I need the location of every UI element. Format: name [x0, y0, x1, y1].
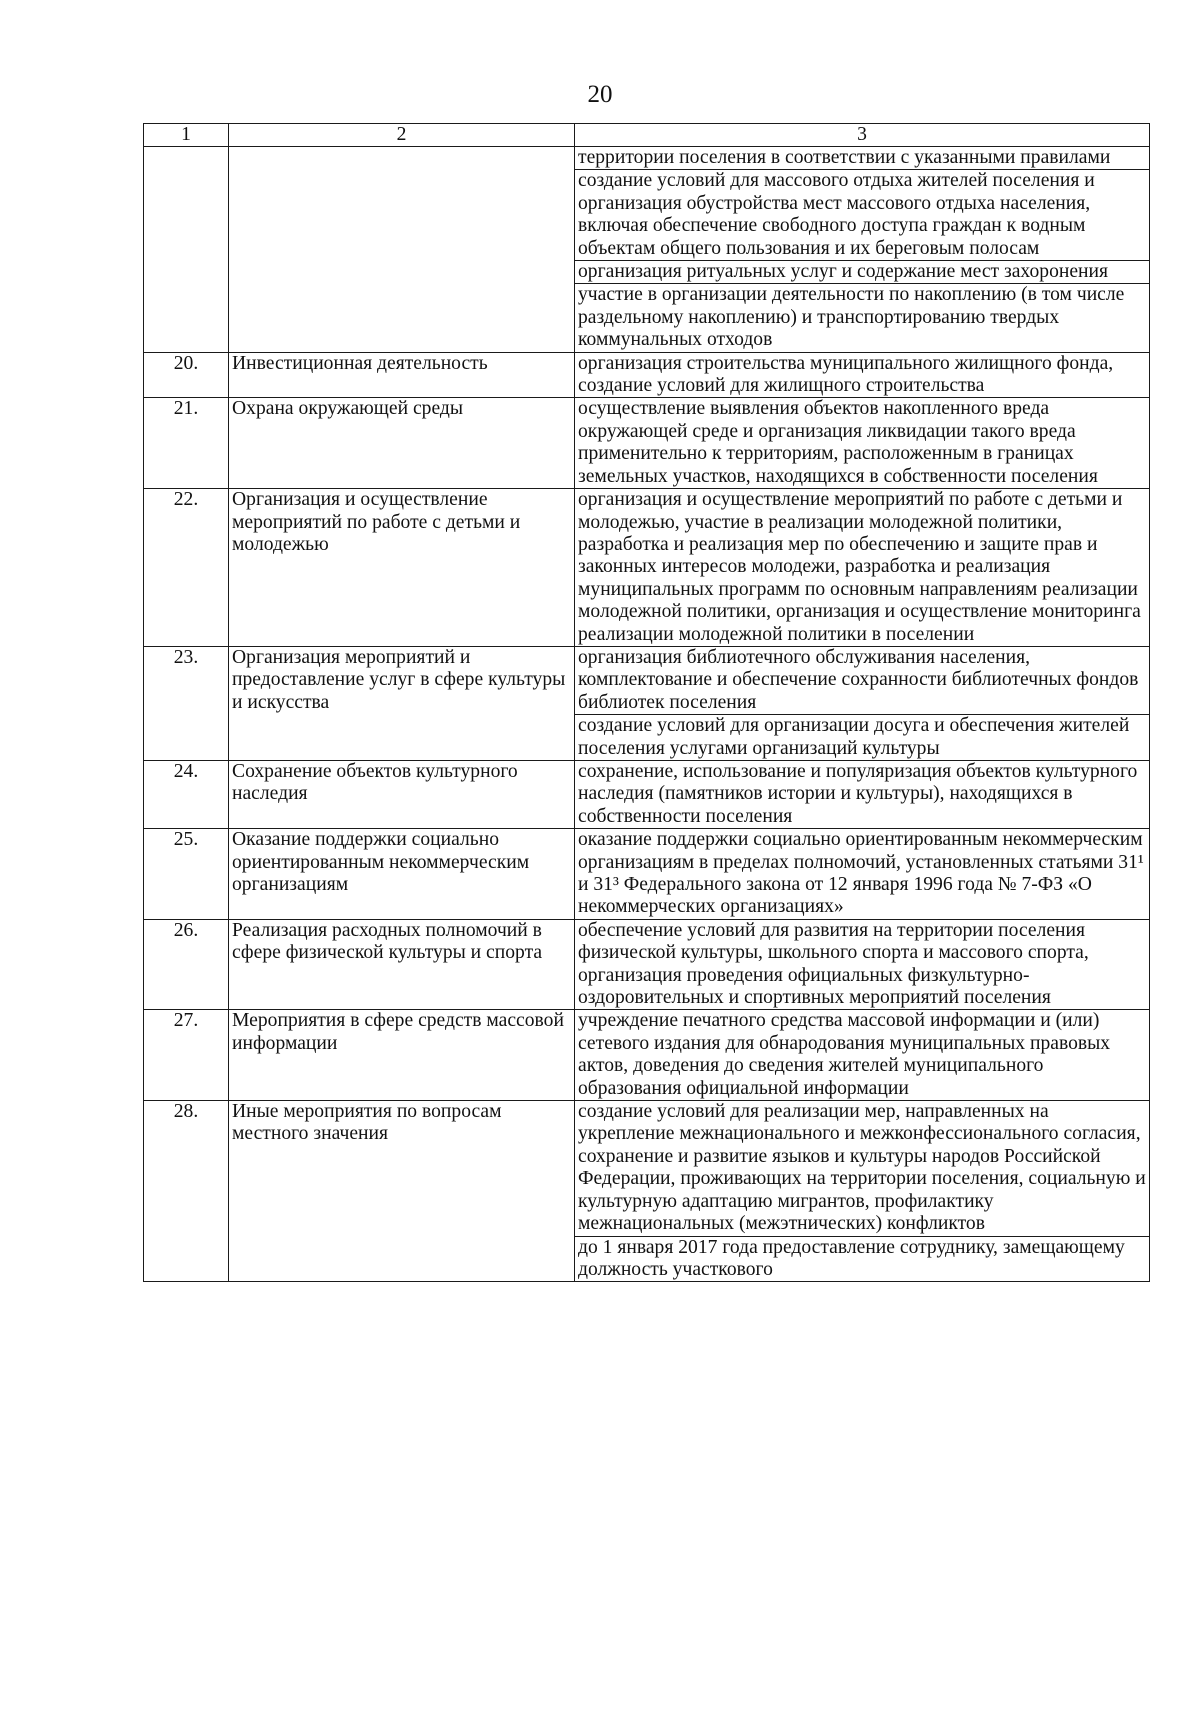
page-number: 20 — [587, 81, 613, 108]
topic-cell — [229, 261, 575, 284]
row-number-cell: 20. — [144, 352, 229, 398]
description-cell: учреждение печатного средства массовой информации и (или) сетевого издания для обнародования муниципальных правовых актов, доведения до сведения жителей муниципального образования официальной информации — [575, 1010, 1150, 1101]
table-row — [144, 398, 1150, 489]
powers-table — [143, 123, 1150, 1282]
table-row — [144, 1101, 1150, 1236]
description-cell: сохранение, использование и популяризация объектов культурного наследия (памятников истории и культуры), находящихся в собственности поселения — [575, 760, 1150, 828]
table-row — [144, 829, 1150, 920]
description-cell: территории поселения в соответствии с указанными правилами — [575, 147, 1150, 170]
topic-cell: Мероприятия в сфере средств массовой информации — [229, 1010, 575, 1101]
table-row — [144, 489, 1150, 647]
table-row — [144, 284, 1150, 352]
description-cell: организация ритуальных услуг и содержание мест захоронения — [575, 261, 1150, 284]
table-row — [144, 760, 1150, 828]
table-row — [144, 170, 1150, 261]
description-cell: оказание поддержки социально ориентированным некоммерческим организациям в пределах полномочий, установленных статьями 31¹ и 31³ Федерального закона от 12 января 1996 года № 7-ФЗ «О некоммерческих организациях» — [575, 829, 1150, 920]
description-cell: организация строительства муниципального жилищного фонда, создание условий для жилищного строительства — [575, 352, 1150, 398]
topic-cell: Инвестиционная деятельность — [229, 352, 575, 398]
table-row — [144, 147, 1150, 170]
topic-cell: Реализация расходных полномочий в сфере физической культуры и спорта — [229, 919, 575, 1010]
row-number-cell: 21. — [144, 398, 229, 489]
topic-cell — [229, 147, 575, 170]
row-number-cell — [144, 1236, 229, 1282]
table-row — [144, 646, 1150, 714]
row-number-cell: 24. — [144, 760, 229, 828]
row-number-cell: 25. — [144, 829, 229, 920]
table-row — [144, 352, 1150, 398]
description-cell: организация и осуществление мероприятий по работе с детьми и молодежью, участие в реализации молодежной политики, разработка и реализация мер по обеспечению и защите прав и законных интересов молодежи, разработка и реализация муниципальных программ по основным направлениям реализации молодежной политики, организация и осуществление мониторинга реализации молодежной политики в поселении — [575, 489, 1150, 647]
table-row — [144, 715, 1150, 761]
table-row — [144, 1236, 1150, 1282]
row-number-cell: 22. — [144, 489, 229, 647]
table-row — [144, 1010, 1150, 1101]
description-cell: обеспечение условий для развития на территории поселения физической культуры, школьного спорта и массового спорта, организация проведения официальных физкультурно-оздоровительных и спортивных мероприятий поселения — [575, 919, 1150, 1010]
table-header-row — [144, 124, 1150, 147]
row-number-cell — [144, 170, 229, 261]
row-number-cell: 27. — [144, 1010, 229, 1101]
topic-cell: Организация мероприятий и предоставление услуг в сфере культуры и искусства — [229, 646, 575, 714]
topic-cell — [229, 284, 575, 352]
topic-cell: Иные мероприятия по вопросам местного значения — [229, 1101, 575, 1236]
description-cell: до 1 января 2017 года предоставление сотруднику, замещающему должность участкового — [575, 1236, 1150, 1282]
row-number-cell — [144, 715, 229, 761]
description-cell: создание условий для массового отдыха жителей поселения и организация обустройства мест массового отдыха населения, включая обеспечение свободного доступа граждан к водным объектам общего пользования и их береговым полосам — [575, 170, 1150, 261]
description-cell: создание условий для реализации мер, направленных на укрепление межнационального и межконфессионального согласия, сохранение и развитие языков и культуры народов Российской Федерации, проживающих на территории поселения, социальную и культурную адаптацию мигрантов, профилактику межнациональных (межэтнических) конфликтов — [575, 1101, 1150, 1236]
row-number-cell: 23. — [144, 646, 229, 714]
table-row — [144, 919, 1150, 1010]
row-number-cell — [144, 147, 229, 170]
row-number-cell — [144, 284, 229, 352]
description-cell: создание условий для организации досуга и обеспечения жителей поселения услугами организаций культуры — [575, 715, 1150, 761]
header-cell-2: 2 — [229, 124, 575, 147]
table-row — [144, 261, 1150, 284]
topic-cell: Оказание поддержки социально ориентированным некоммерческим организациям — [229, 829, 575, 920]
topic-cell — [229, 170, 575, 261]
row-number-cell: 26. — [144, 919, 229, 1010]
topic-cell — [229, 715, 575, 761]
header-cell-3: 3 — [575, 124, 1150, 147]
topic-cell — [229, 1236, 575, 1282]
topic-cell: Охрана окружающей среды — [229, 398, 575, 489]
description-cell: участие в организации деятельности по накоплению (в том числе раздельному накоплению) и транспортированию твердых коммунальных отходов — [575, 284, 1150, 352]
description-cell: организация библиотечного обслуживания населения, комплектование и обеспечение сохранности библиотечных фондов библиотек поселения — [575, 646, 1150, 714]
row-number-cell — [144, 261, 229, 284]
header-cell-1: 1 — [144, 124, 229, 147]
topic-cell: Сохранение объектов культурного наследия — [229, 760, 575, 828]
description-cell: осуществление выявления объектов накопленного вреда окружающей среде и организация ликвидации такого вреда применительно к территориям, расположенным в границах земельных участков, находящихся в собственности поселения — [575, 398, 1150, 489]
topic-cell: Организация и осуществление мероприятий по работе с детьми и молодежью — [229, 489, 575, 647]
row-number-cell: 28. — [144, 1101, 229, 1236]
